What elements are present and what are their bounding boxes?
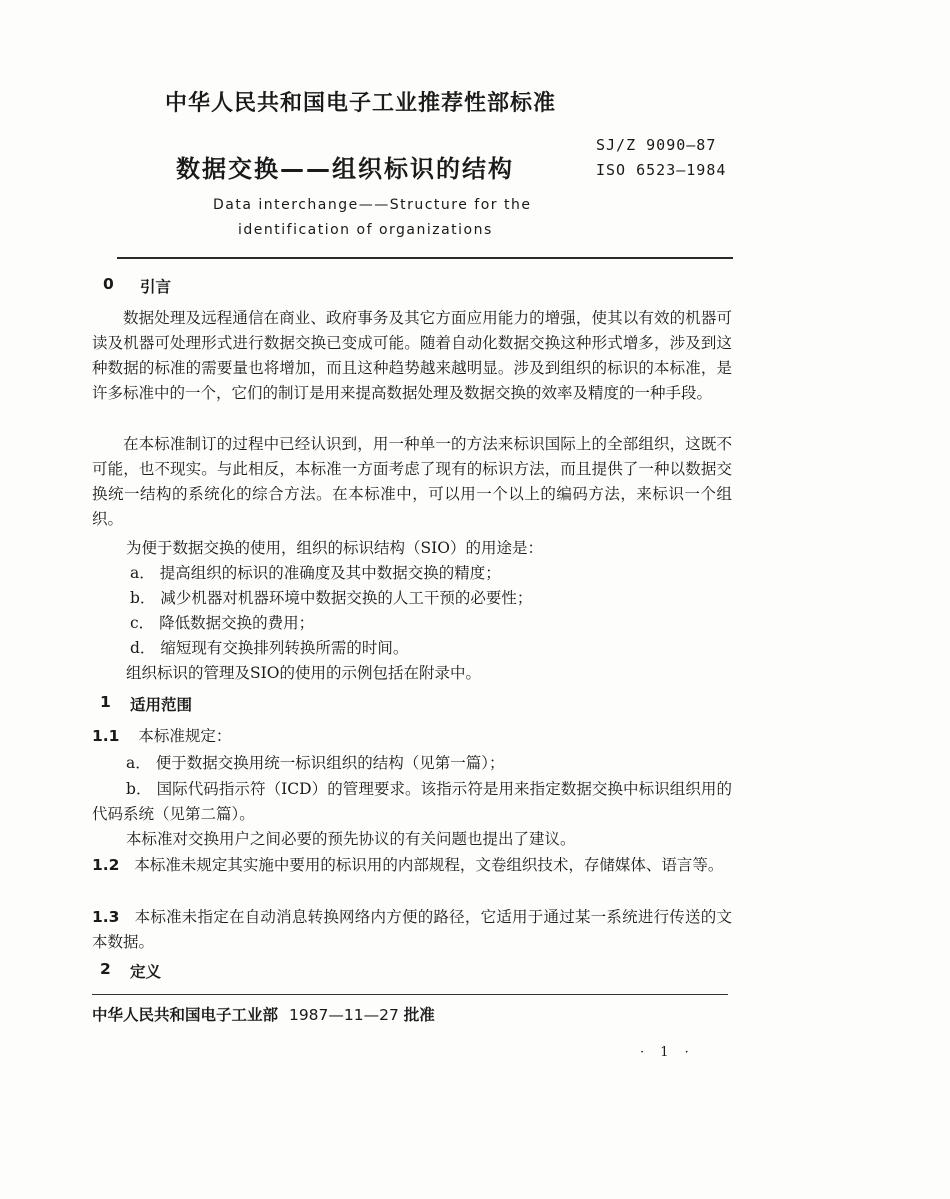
approval-word: 批准 <box>403 1006 435 1024</box>
clause-1-2-text: 本标准未规定其实施中要用的标识用的内部规程，文卷组织技术，存储媒体、语言等。 <box>134 856 724 874</box>
intro-paragraph-1: 数据处理及远程通信在商业、政府事务及其它方面应用能力的增强，使其以有效的机器可读及机器可处理形式进行数据交换已变成可能。随着自动化数据交换这种形式增多，涉及到这种数据的标准的需要量也将增加，而且这种趋势越来越明显。涉及到组织的标识的本标准，是许多标准中的一个，它们的制订是用来提高数据处理及数据交换的效率及精度的一种手段。 <box>92 309 732 402</box>
document-title-english-line2: identification of organizations <box>238 222 493 238</box>
list-item-mark: c． <box>130 614 155 632</box>
section-0-title: 引言 <box>140 278 172 296</box>
section-1-number: 1 <box>100 693 111 711</box>
clause-1-3 <box>92 905 732 955</box>
list-item <box>130 611 314 633</box>
list-item-mark: a． <box>130 564 155 582</box>
list-item-mark: b． <box>126 780 152 798</box>
approving-authority: 中华人民共和国电子工业部 <box>92 1006 279 1024</box>
list-item-mark: a． <box>126 754 151 772</box>
list-item-mark: d． <box>130 639 156 657</box>
standard-code: SJ/Z 9090—87 <box>596 136 717 154</box>
appendix-note: 组织标识的管理及SIO的使用的示例包括在附录中。 <box>126 664 481 682</box>
page-number: · 1 · <box>640 1045 695 1060</box>
list-item <box>130 561 501 583</box>
clause-1-1-text: 本标准规定： <box>138 727 232 745</box>
document-title-chinese: 数据交换——组织标识的结构 <box>176 155 514 183</box>
list-item-text: 国际代码指示符（ICD）的管理要求。该指示符是用来指定数据交换中标识组织用的代码系统（见第二篇）。 <box>92 780 732 823</box>
list-item <box>92 777 732 827</box>
section-2-number: 2 <box>100 960 111 978</box>
footer-divider <box>92 994 728 995</box>
issuing-authority: 中华人民共和国电子工业推荐性部标准 <box>165 91 557 116</box>
clause-1-3-text: 本标准未指定在自动消息转换网络内方便的路径，它适用于通过某一系统进行传送的文本数据。 <box>92 908 732 951</box>
list-item-text: 缩短现有交换排列转换所需的时间。 <box>160 639 409 657</box>
approval-line <box>92 1003 435 1025</box>
clause-1-1-number: 1.1 <box>92 727 120 745</box>
approval-date: 1987—11—27 <box>288 1006 399 1024</box>
list-item-text: 便于数据交换用统一标识组织的结构（见第一篇）； <box>155 754 505 772</box>
list-item-text: 提高组织的标识的准确度及其中数据交换的精度； <box>159 564 501 582</box>
intro-paragraph-2: 在本标准制订的过程中已经认识到，用一种单一的方法来标识国际上的全部组织，这既不可能，也不现实。与此相反，本标准一方面考虑了现有的标识方法，而且提供了一种以数据交换统一结构的系统化的综合方法。在本标准中，可以用一个以上的编码方法，来标识一个组织。 <box>92 435 732 528</box>
list-item-mark: b． <box>130 589 156 607</box>
clause-1-3-number: 1.3 <box>92 908 120 926</box>
clause-1-2-number: 1.2 <box>92 856 120 874</box>
list-item <box>130 636 408 658</box>
clause-1-2 <box>92 853 732 878</box>
section-1-title: 适用范围 <box>130 696 193 714</box>
list-item-text: 减少机器对机器环境中数据交换的人工干预的必要性； <box>160 589 533 607</box>
section-0-number: 0 <box>103 275 114 293</box>
iso-reference-code: ISO 6523—1984 <box>596 161 727 179</box>
document-title-english-line1: Data interchange——Structure for the <box>213 197 532 213</box>
header-divider <box>117 257 733 259</box>
section-2-title: 定义 <box>130 963 162 981</box>
list-item-text: 降低数据交换的费用； <box>159 614 315 632</box>
clause-1-1-note: 本标准对交换用户之间必要的预先协议的有关问题也提出了建议。 <box>126 830 576 848</box>
uses-intro: 为便于数据交换的使用，组织的标识结构（SIO）的用途是： <box>126 539 543 557</box>
list-item <box>130 586 532 608</box>
clause-1-1 <box>92 724 231 746</box>
list-item <box>126 751 504 773</box>
